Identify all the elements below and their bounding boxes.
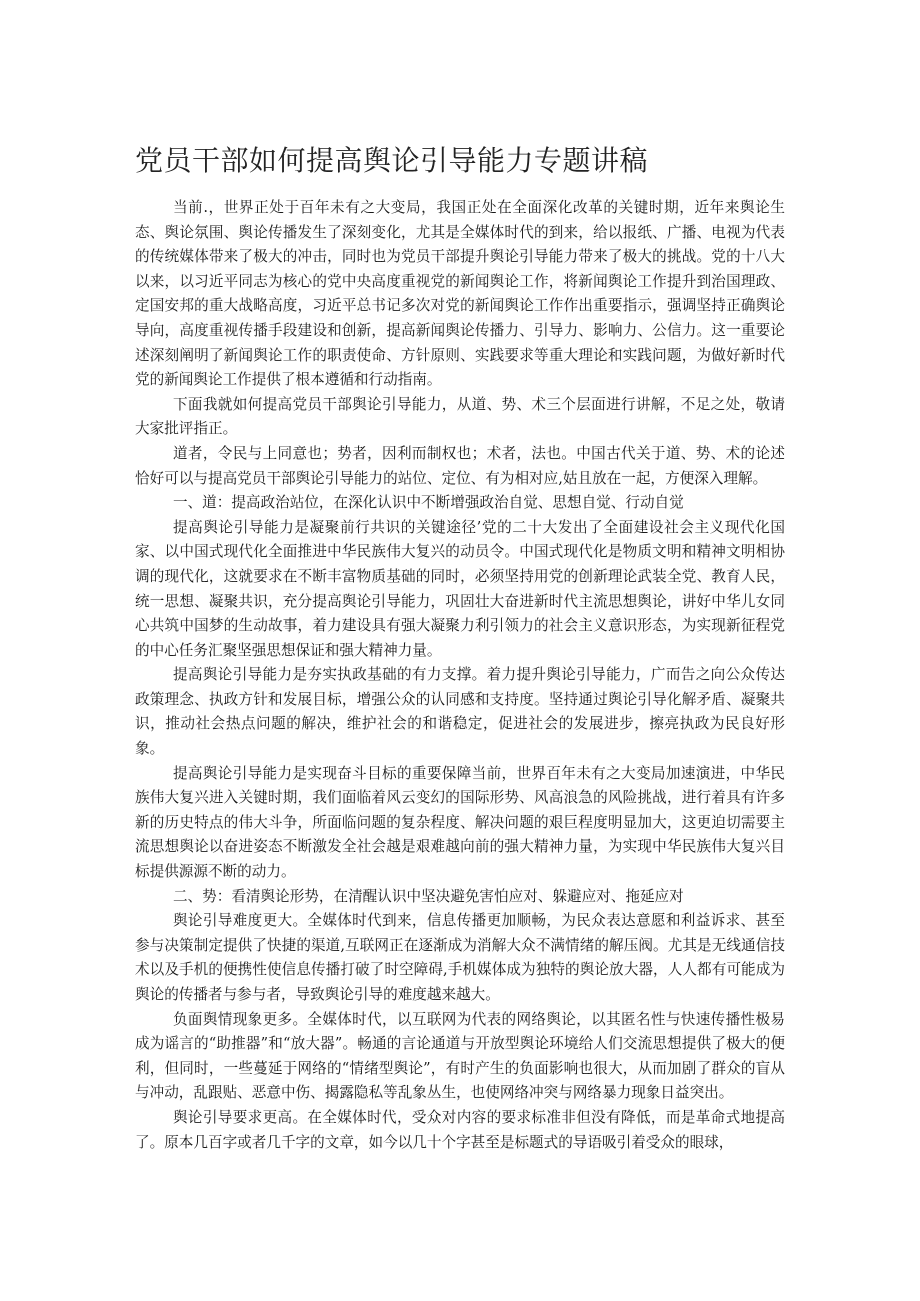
- paragraph-dao-shi-shu: 道者，令民与上同意也；势者，因利而制权也；术者，法也。中国古代关于道、势、术的论述恰好可以与提高党员干部舆论引导能力的站位、定位、有为相对应,姑且放在一起，方便深入理解。: [135, 444, 785, 487]
- document-title: 党员干部如何提高舆论引导能力专题讲稿: [135, 144, 649, 177]
- paragraph-consensus: 提高舆论引导能力是凝聚前行共识的关键途径’党的二十大发出了全面建设社会主义现代化国家、以中国式现代化全面推进中华民族伟大复兴的动员令。中国式现代化是物质文明和精神文明相协调的现代化，这就要求在不断丰富物质基础的同时，必须坚持用党的创新理论武装全党、教育人民，统一思想、凝聚共识，充分提高舆论引导能力，巩固壮大奋进新时代主流思想舆论，讲好中华儿女同心共筑中国梦的生动故事，着力建设具有强大凝聚力利引领力的社会主义意识形态，为实现新征程党的中心任务汇聚坚强思想保证和强大精神力量。: [135, 518, 785, 659]
- paragraph-governance: 提高舆论引导能力是夯实执政基础的有力支撑。着力提升舆论引导能力，广而告之向公众传达政策理念、执政方针和发展目标，增强公众的认同感和支持度。坚持通过舆论引导化解矛盾、凝聚共识，推动社会热点问题的解决，维护社会的和谐稳定，促进社会的发展进步，擦亮执政为民良好形象。: [135, 666, 785, 758]
- paragraph-intro: 当前.，世界正处于百年未有之大变局，我国正处在全面深化改革的关键时期，近年来舆论生态、舆论氛围、舆论传播发生了深刻变化，尤其是全媒体时代的到来，给以报纸、广播、电视为代表的传统媒体带来了极大的冲击，同时也为党员干部提升舆论引导能力带来了极大的挑战。党的十八大以来，以习近平同志为核心的党中央高度重视党的新闻舆论工作，将新闻舆论工作提升到治国理政、定国安邦的重大战略高度，习近平总书记多次对党的新闻舆论工作作出重要指示，强调坚持正确舆论导向，高度重视传播手段建设和创新，提高新闻舆论传播力、引导力、影响力、公信力。这一重要论述深刻阐明了新闻舆论工作的职责使命、方针原则、实践要求等重大理论和实践问题，为做好新时代党的新闻舆论工作提供了根本遵循和行动指南。: [135, 199, 785, 389]
- paragraph-goals: 提高舆论引导能力是实现奋斗目标的重要保障当前，世界百年未有之大变局加速演进，中华民族伟大复兴进入关键时期，我们面临着风云变幻的国际形势、风高浪急的风险挑战，进行着具有许多新的历史特点的伟大斗争，所面临问题的复杂程度、解决问题的艰巨程度明显加大，这更迫切需要主流思想舆论以奋进姿态不断激发全社会越是艰难越向前的强大精神力量，为实现中华民族伟大复兴目标提供源源不断的动力。: [135, 764, 785, 881]
- paragraph-outline: 下面我就如何提高党员干部舆论引导能力，从道、势、术三个层面进行讲解，不足之处，敬请大家批评指正。: [135, 395, 785, 438]
- paragraph-difficulty: 舆论引导难度更大。全媒体时代到来，信息传播更加顺畅，为民众表达意愿和利益诉求、甚至参与决策制定提供了快捷的渠道,互联网正在逐渐成为消解大众不满情绪的解压阀。尤其是无线通信技术以及手机的便携性使信息传播打破了时空障碍,手机媒体成为独特的舆论放大器，人人都有可能成为舆论的传播者与参与者，导致舆论引导的难度越来越大。: [135, 912, 785, 1003]
- paragraph-negative-opinion: 负面舆情现象更多。全媒体时代，以互联网为代表的网络舆论，以其匿名性与快速传播性极易成为谣言的“助推器”和“放大器”。畅通的言论通道与开放型舆论环境给人们交流思想提供了极大的便利，但同时，一些蔓延于网络的“情绪型舆论”，有时产生的负面影响也很大，从而加剧了群众的盲从与冲动，乱跟贴、恶意中伤、揭露隐私等乱象丛生，也使网络冲突与网络暴力现象日益突出。: [135, 1010, 785, 1102]
- document-body: [135, 196, 785, 1155]
- section-heading-2: 二、势：看清舆论形势，在清醒认识中坚决避免害怕应对、躲避应对、拖延应对: [172, 887, 684, 905]
- section-heading-1: 一、道：提高政治站位，在深化认识中不断增强政治自觉、思想自觉、行动自觉: [172, 494, 684, 512]
- paragraph-requirements: 舆论引导要求更高。在全媒体时代，受众对内容的要求标准非但没有降低，而是革命式地提高了。原本几百字或者几千字的文章，如今以几十个字甚至是标题式的导语吸引着受众的眼球，: [135, 1108, 785, 1151]
